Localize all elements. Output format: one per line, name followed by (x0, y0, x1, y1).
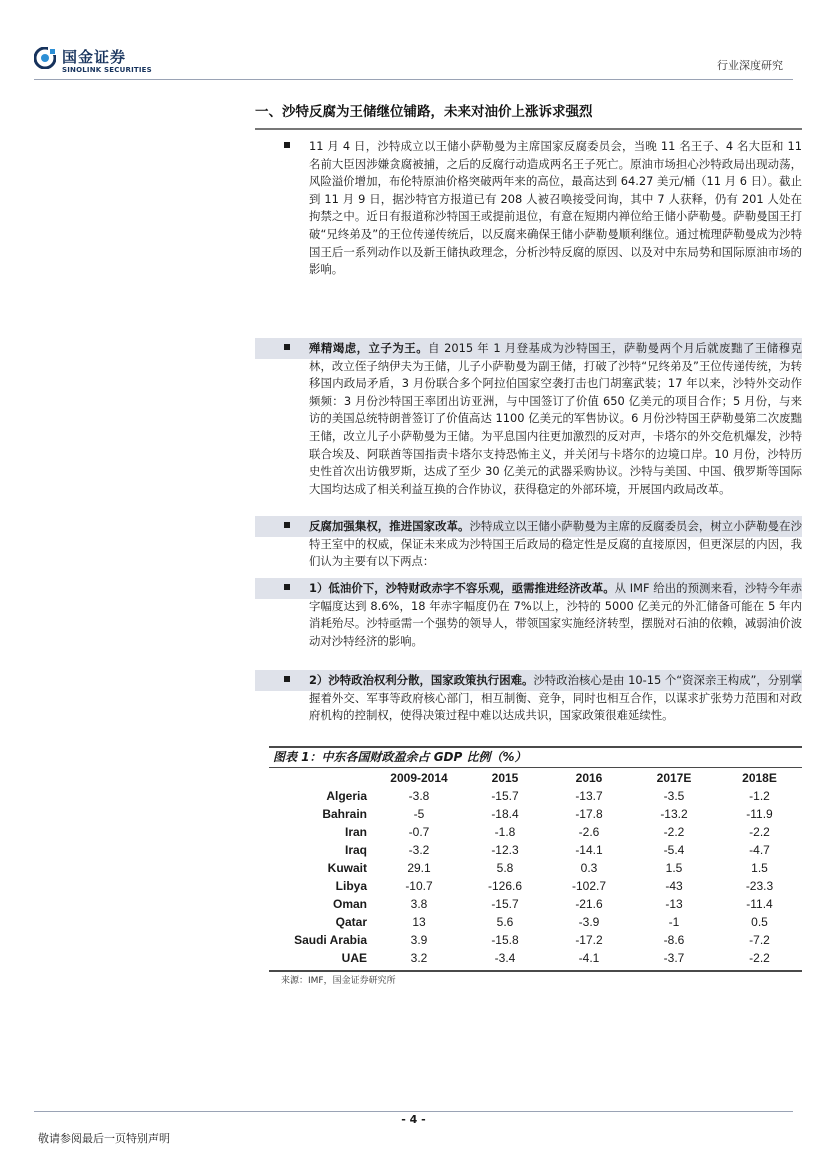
column-header: 2015 (491, 771, 519, 785)
bullet-paragraph-5 (255, 672, 802, 742)
table-cell: -3.9 (578, 915, 600, 929)
table-cell: -1.8 (494, 825, 516, 839)
table-cell: 13 (412, 915, 426, 929)
figure-bottom-rule (269, 970, 802, 972)
table-row (269, 877, 802, 895)
bullet-marker (284, 344, 290, 350)
table-cell: -15.7 (491, 789, 519, 803)
table-cell: -13.2 (660, 807, 688, 821)
country-label: Qatar (335, 915, 367, 929)
table-cell: 3.2 (410, 951, 428, 965)
table-cell: 3.8 (410, 897, 428, 911)
table-cell: -15.7 (491, 897, 519, 911)
table-cell: -21.6 (575, 897, 603, 911)
table-cell: -3.5 (663, 789, 685, 803)
section-title: 一、沙特反腐为王储继位铺路，未来对油价上涨诉求强烈 (255, 104, 593, 120)
column-header: 2016 (575, 771, 603, 785)
table-row (269, 823, 802, 841)
paragraph-lead: 1）低油价下，沙特财政赤字不容乐观，亟需推进经济改革。 (309, 581, 615, 595)
table-cell: -10.7 (405, 879, 433, 893)
table-cell: -23.3 (745, 879, 774, 893)
paragraph-text: 沙特政治核心是由 10-15 个“资深亲王构成”，分别掌握着外交、军事等政府核心部门，相互制衡、竞争，同时也相互合作，以谋求扩张势力范围和对政府机构的控制权，使得决策过程中难以达成共识，国家政策很难延续性。 (309, 673, 802, 723)
table-cell: -12.3 (491, 843, 519, 857)
table-header-row (269, 769, 802, 787)
table-row (269, 931, 802, 949)
bullet-paragraph-4 (255, 580, 802, 668)
table-row (269, 895, 802, 913)
table-cell: -14.1 (575, 843, 603, 857)
table-row (269, 913, 802, 931)
paragraph-lead: 2）沙特政治权利分散，国家政策执行困难。 (309, 673, 534, 687)
bullet-marker (284, 676, 290, 682)
table-cell: 5.6 (496, 915, 514, 929)
bullet-paragraph-2 (255, 340, 802, 516)
table-cell: -4.7 (749, 843, 770, 857)
bullet-paragraph-3 (255, 518, 802, 572)
table-row (269, 949, 802, 967)
country-label: UAE (341, 951, 367, 965)
title-divider (255, 128, 802, 130)
table-cell: -15.8 (491, 933, 519, 947)
table-cell: 1.5 (665, 861, 683, 875)
table-cell: 1.5 (751, 861, 768, 875)
paragraph-text: 沙特成立以王储小萨勒曼为主席的反腐委员会，树立小萨勒曼在沙特王室中的权威，保证未来成为沙特国王后政局的稳定性是反腐的直接原因，但更深层的内因，我们认为主要有以下两点： (309, 519, 802, 569)
country-label: Libya (335, 879, 367, 893)
bullet-paragraph-1 (255, 138, 802, 332)
table-cell: -126.6 (487, 879, 523, 893)
country-label: Kuwait (327, 861, 367, 875)
country-label: Bahrain (322, 807, 367, 821)
table-row (269, 805, 802, 823)
table-cell: -8.6 (663, 933, 685, 947)
table-cell: -17.2 (575, 933, 603, 947)
disclaimer-note: 敬请参阅最后一页特别声明 (38, 1132, 170, 1145)
table-row (269, 859, 802, 877)
table-cell: -3.7 (663, 951, 685, 965)
brand-name-en: SINOLINK SECURITIES (62, 66, 152, 74)
brand-name-cn: 国金证券 (62, 48, 127, 66)
table-cell: -5 (413, 807, 425, 821)
column-header (269, 769, 375, 787)
table-cell: -2.6 (578, 825, 600, 839)
table-cell: 5.8 (496, 861, 514, 875)
footer-divider (34, 1111, 793, 1112)
table-cell: -11.4 (746, 897, 773, 911)
bullet-marker (284, 142, 290, 148)
table-cell: -3.8 (408, 789, 430, 803)
table-cell: 3.9 (410, 933, 428, 947)
column-header: 2018E (742, 771, 777, 785)
report-type-label: 行业深度研究 (717, 59, 783, 72)
figure-header-rule (269, 767, 802, 768)
table-cell: -43 (665, 879, 683, 893)
table-cell: -17.8 (575, 807, 603, 821)
paragraph-text: 从 IMF 给出的预测来看，沙特今年赤字幅度达到 8.6%，18 年赤字幅度仍在 7%以上，沙特的 5000 亿美元的外汇储备可能在 5 年内消耗殆尽。沙特亟需一个强势的领导人，带领国家实施经济转型，摆脱对石油的依赖，减弱油价波动对沙特经济的影响。 (309, 581, 802, 648)
table-cell: 0.3 (580, 861, 598, 875)
fiscal-balance-table (269, 769, 802, 967)
header-divider (34, 79, 793, 80)
bullet-marker (284, 584, 290, 590)
country-label: Algeria (326, 789, 367, 803)
table-row (269, 841, 802, 859)
column-header: 2009-2014 (390, 771, 448, 785)
country-label: Saudi Arabia (294, 933, 367, 947)
table-cell: -2.2 (663, 825, 685, 839)
paragraph-text: 自 2015 年 1 月登基成为沙特国王，萨勒曼两个月后就废黜了王储穆克林，改立侄子纳伊夫为王储，儿子小萨勒曼为副王储，打破了沙特“兄终弟及”王位传递传统，为转移国内政局矛盾，3 月份联合多个阿拉伯国家空袭打击也门胡塞武装；17 年以来，沙特外交动作频频：3 月份沙特国王率团出访亚洲，与中国签订了价值 650 亿美元的项目合作；5 月份，与来访的美国总统特朗普签订了价值高达 1100 亿美元的军售协议。6 月份沙特国王萨勒曼第二次废黜王储，改立儿子小萨勒曼为王储。为平息国内往更加激烈的反对声，卡塔尔的外交危机爆发，沙特联合埃及、阿联酋等国指责卡塔尔支持恐怖主义，并关闭与卡塔尔的边境口岸。10 月份，沙特历史性首次出访俄罗斯，达成了至少 30 亿美元的武器采购协议。沙特与美国、中国、俄罗斯等国际大国均达成了相关利益互换的合作协议，获得稳定的外部环境，开展国内政局改革。 (309, 341, 802, 496)
table-cell: 29.1 (407, 861, 431, 875)
table-cell: -3.2 (408, 843, 430, 857)
table-cell: -2.2 (749, 951, 770, 965)
table-cell: -18.4 (491, 807, 519, 821)
table-cell: -0.7 (408, 825, 430, 839)
column-header: 2017E (656, 771, 692, 785)
table-cell: 0.5 (751, 915, 768, 929)
page-number: - 4 - (401, 1113, 426, 1126)
paragraph-lead: 殚精竭虑，立子为王。 (309, 341, 429, 355)
table-cell: -11.9 (746, 807, 773, 821)
figure-title: 图表 1：中东各国财政盈余占 GDP 比例（%） (273, 750, 527, 764)
table-cell: -4.1 (578, 951, 600, 965)
bullet-marker (284, 522, 290, 528)
table-cell: -13.7 (575, 789, 603, 803)
figure-source: 来源：IMF，国金证券研究所 (281, 976, 396, 986)
country-label: Iran (344, 825, 367, 839)
table-cell: -13 (665, 897, 683, 911)
table-cell: -2.2 (749, 825, 770, 839)
table-cell: -3.4 (494, 951, 516, 965)
table-cell: -1 (668, 915, 680, 929)
company-logo-icon (34, 47, 56, 69)
table-cell: -1.2 (749, 789, 770, 803)
table-cell: -102.7 (571, 879, 607, 893)
paragraph-lead: 反腐加强集权，推进国家改革。 (309, 519, 470, 533)
table-cell: -7.2 (749, 933, 770, 947)
table-cell: -5.4 (663, 843, 685, 857)
table-row (269, 787, 802, 805)
country-label: Iraq (344, 843, 367, 857)
country-label: Oman (332, 897, 367, 911)
paragraph-text: 11 月 4 日，沙特成立以王储小萨勒曼为主席国家反腐委员会，当晚 11 名王子、4 名大臣和 11 名前大臣因涉嫌贪腐被捕，之后的反腐行动造成两名王子死亡。原油市场担心沙特政局出现动荡，风险溢价增加，布伦特原油价格突破两年来的高位，最高达到 64.27 美元/桶（11 月 6 日）。截止到 11 月 9 日，据沙特官方报道已有 208 人被召唤接受问询，其中 7 人获释，仍有 201 人处在拘禁之中。近日有报道称沙特国王或提前退位，有意在短期内禅位给王储小萨勒曼。萨勒曼国王打破“兄终弟及”的王位传递传统后，以反腐来确保王储小萨勒曼顺利继位。通过梳理萨勒曼成为沙特国王后一系列动作以及新王储执政理念，分析沙特反腐的原因、以及对中东局势和国际原油市场的影响。 (309, 139, 802, 277)
